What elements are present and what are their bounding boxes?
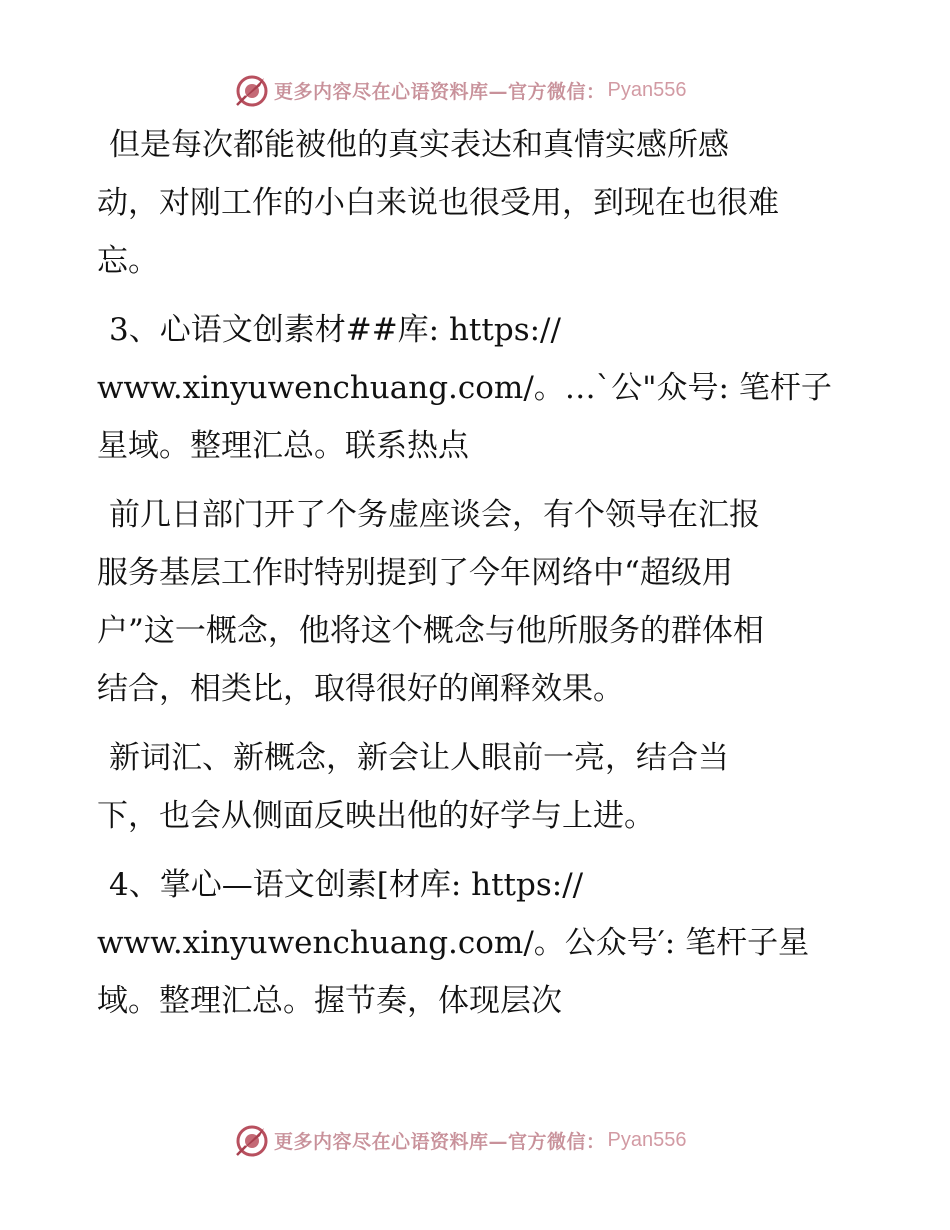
text-line: 4、掌心—语文创素[材库: https:// — [109, 867, 584, 903]
footer-banner — [234, 1122, 686, 1158]
quill-logo-icon — [234, 72, 270, 108]
text-line: 服务基层工作时特别提到了今年网络中“超级用 — [97, 555, 733, 591]
document-body — [97, 116, 857, 1041]
text-line: 结合，相类比，取得很好的阐释效果。 — [97, 671, 624, 707]
text-line: 下，也会从侧面反映出他的好学与上进。 — [97, 798, 655, 834]
banner-wechat-id: Pyan556 — [607, 78, 687, 101]
paragraph-1 — [97, 116, 857, 290]
text-line: 户”这一概念，他将这个概念与他所服务的群体相 — [97, 613, 764, 649]
banner-text: 更多内容尽在心语资料库—官方微信： — [274, 80, 606, 103]
quill-logo-icon — [234, 1122, 270, 1158]
paragraph-5 — [97, 856, 857, 1030]
text-line: 3、心语文创素材##库: https:// — [109, 312, 561, 348]
text-line: 动，对刚工作的小白来说也很受用，到现在也很难 — [97, 185, 779, 221]
paragraph-4 — [97, 729, 857, 845]
text-line: 但是每次都能被他的真实表达和真情实感所感 — [109, 127, 729, 163]
paragraph-2 — [97, 301, 857, 475]
banner-text: 更多内容尽在心语资料库—官方微信： — [274, 1130, 606, 1153]
text-line: 忘。 — [97, 243, 159, 279]
text-line: 前几日部门开了个务虚座谈会，有个领导在汇报 — [109, 497, 760, 533]
text-line: www.xinyuwenchuang.com/。公众号′: 笔杆子星 — [97, 925, 810, 961]
banner-wechat-id: Pyan556 — [607, 1128, 687, 1151]
text-line: 域。整理汇总。握节奏，体现层次 — [97, 983, 562, 1019]
text-line: www.xinyuwenchuang.com/。…`公"众号: 笔杆子 — [97, 370, 832, 406]
header-banner — [234, 72, 686, 108]
paragraph-3 — [97, 486, 857, 718]
text-line: 星域。整理汇总。联系热点 — [97, 428, 469, 464]
text-line: 新词汇、新概念，新会让人眼前一亮，结合当 — [109, 740, 729, 776]
